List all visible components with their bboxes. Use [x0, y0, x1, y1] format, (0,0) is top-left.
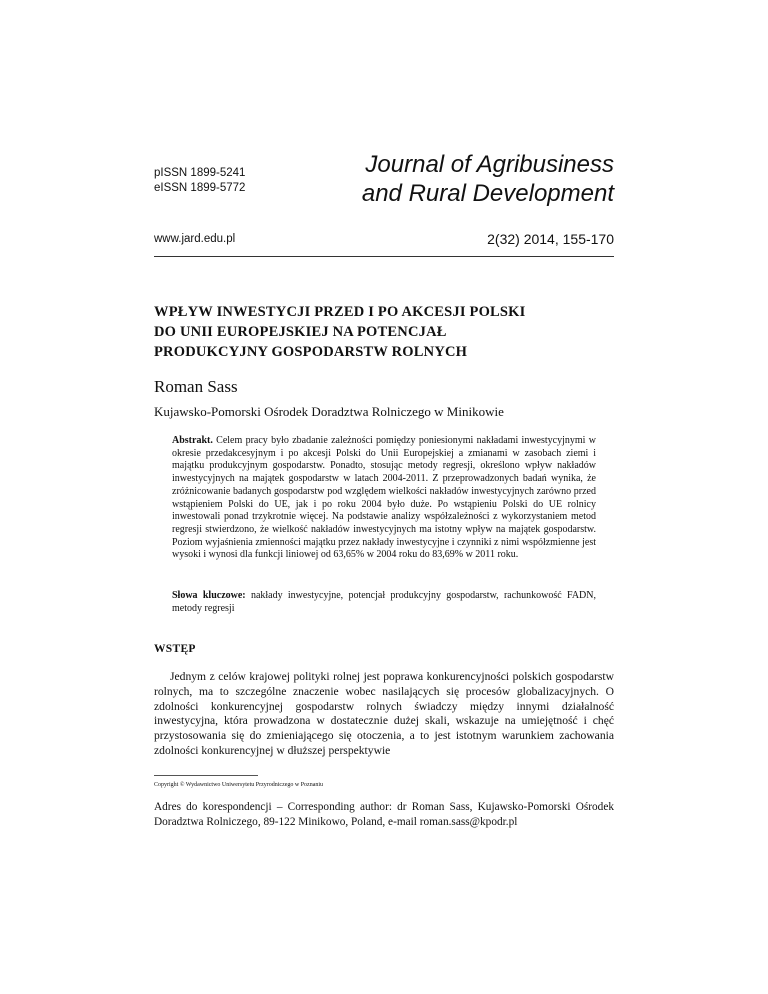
article-title-line: PRODUKCYJNY GOSPODARSTW ROLNYCH [154, 344, 468, 360]
section-heading-intro: WSTĘP [154, 643, 196, 655]
issue-info: 2(32) 2014, 155-170 [487, 231, 614, 247]
abstract-label: Abstrakt. [172, 435, 217, 446]
eissn: eISSN 1899-5772 [154, 182, 246, 194]
keywords [172, 590, 596, 615]
intro-paragraph: Jednym z celów krajowej polityki rolnej jest poprawa konkurencyjności polskich gospodarstw rolnych, ma to szczególne znaczenie wobec nasilających się procesów globalizacyjnych. O zdolności konkurencyjnej gospodarstw rolnych świadczy między innymi działalność inwestycyjna, która prowadzona w dostatecznie dużej skali, wskazuje na umiejętność i chęć przystosowania się do zmieniającego się otoczenia, a to jest istotnym warunkiem zachowania zdolności konkurencyjnej w dłuższej perspektywie [154, 670, 614, 757]
author-affiliation: Kujawsko-Pomorski Ośrodek Doradztwa Rolniczego w Minikowie [154, 404, 504, 419]
correspondence-note: Adres do korespondencji – Corresponding author: dr Roman Sass, Kujawsko-Pomorski Ośrodek Doradztwa Rolniczego, 89-122 Minikowo, Poland, e-mail roman.sass@kpodr.pl [154, 801, 614, 828]
author-name: Roman Sass [154, 377, 238, 396]
keywords-text: nakłady inwestycyjne, potencjał produkcyjny gospodarstw, rachunkowość FADN, metody regresji [172, 590, 596, 614]
article-title-line: DO UNII EUROPEJSKIEJ NA POTENCJAŁ [154, 324, 447, 340]
journal-title-line-1: Journal of Agribusiness [365, 151, 614, 178]
header-divider [154, 256, 614, 257]
pissn: pISSN 1899-5241 [154, 167, 246, 179]
journal-title [284, 150, 614, 208]
journal-website: www.jard.edu.pl [154, 233, 236, 245]
article-title [154, 302, 614, 362]
abstract-text: Celem pracy było zbadanie zależności pomiędzy poniesionymi nakładami inwestycyjnymi w okresie przedakcesyjnym i po akcesji Polski do Unii Europejskiej a zmianami w zasobach ziemi i majątku produkcyjnym gospodarstw. Ponadto, stosując metody regresji, określono wpływ nakładów inwestycyjnych na majątek gospodarstw w latach 2004-2011. Z przeprowadzonych badań wynika, że zróżnicowanie badanych gospodarstw pod względem wielkości nakładów inwestycyjnych zarówno przed wstąpieniem Polski do UE, jak i po roku 2004 było duże. Po wstąpieniu Polski do UE rolnicy inwestowali ponad trzykrotnie więcej. Na podstawie analizy współzależności z wykorzystaniem metod regresji stwierdzono, że wielkość nakładów inwestycyjnych ma istotny wpływ na majątek gospodarstw. Poziom wyjaśnienia zmienności majątku przez nakłady inwestycyjne i czynniki z nimi współzmienne jest wysoki i wynosi dla funkcji liniowej od 63,65% w 2004 roku do 83,69% w 2011 roku. [172, 435, 596, 561]
journal-title-line-2: and Rural Development [361, 180, 614, 207]
abstract [172, 435, 596, 562]
footnote-divider [154, 775, 258, 776]
keywords-label: Słowa kluczowe: [172, 590, 251, 601]
article-title-line: WPŁYW INWESTYCJI PRZED I PO AKCESJI POLSKI [154, 304, 526, 320]
issn-block [154, 166, 245, 196]
copyright-note: Copyright © Wydawnictwo Uniwersytetu Przyrodniczego w Poznaniu [154, 782, 324, 788]
